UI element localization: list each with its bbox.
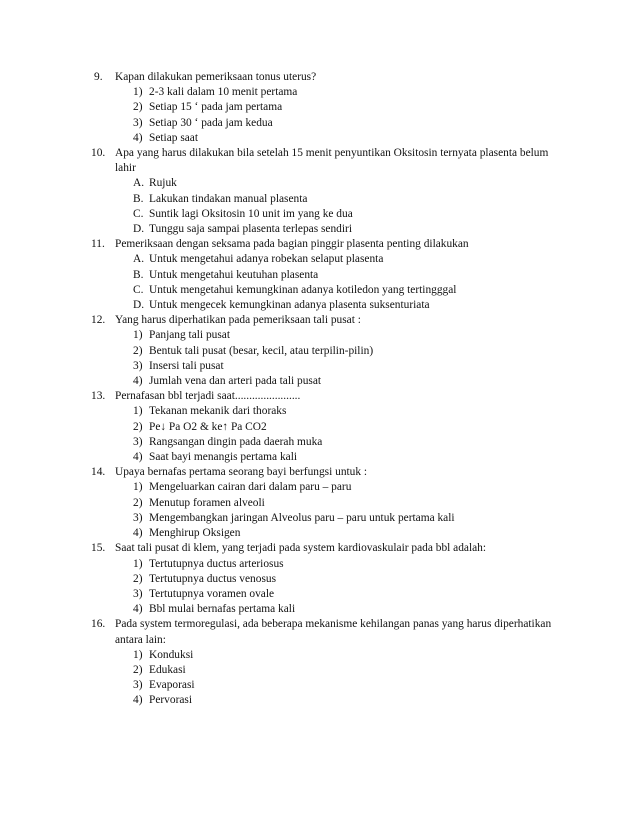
question-number: 12.: [91, 314, 106, 327]
option-text: 2-3 kali dalam 10 menit pertama: [149, 86, 298, 99]
option-label: 2): [133, 572, 143, 585]
option-label: A.: [133, 253, 145, 266]
option-label: 3): [133, 587, 143, 600]
question-text: Pemeriksaan dengan seksama pada bagian pinggir plasenta penting dilakukan: [115, 238, 469, 251]
option-text: Panjang tali pusat: [149, 329, 230, 342]
option-text: Bbl mulai bernafas pertama kali: [149, 603, 296, 616]
question-text: Yang harus diperhatikan pada pemeriksaan tali pusat :: [115, 314, 361, 327]
option: [133, 557, 638, 572]
option-text: Pe↓ Pa O2 & ke↑ Pa CO2: [149, 420, 267, 433]
option-text: Untuk mengetahui keutuhan plasenta: [149, 268, 319, 281]
option-label: 4): [133, 451, 143, 464]
option: [133, 587, 638, 602]
option: [133, 207, 638, 222]
option-text: Edukasi: [149, 663, 186, 676]
option-label: 1): [133, 557, 143, 570]
option-text: Menutup foramen alveoli: [149, 496, 265, 509]
option: [133, 693, 638, 708]
option-label: 3): [133, 511, 143, 524]
question-text: Kapan dilakukan pemeriksaan tonus uterus?: [115, 71, 317, 83]
option-label: 4): [133, 694, 143, 707]
option-label: 4): [133, 603, 143, 616]
question-14: [0, 465, 638, 541]
option-label: 1): [133, 329, 143, 342]
question-15: [0, 541, 638, 617]
option: [133, 572, 638, 587]
option-text: Tertutupnya ductus venosus: [149, 572, 277, 585]
question-number: 14.: [91, 466, 106, 479]
option-text: Untuk mengetahui adanya robekan selaput plasenta: [149, 253, 384, 266]
option-label: 4): [133, 131, 143, 144]
option: [133, 283, 638, 298]
option: [133, 435, 638, 450]
option-label: 4): [133, 527, 143, 540]
option: [133, 480, 638, 495]
option-text: Untuk mengetahui kemungkinan adanya kotiledon yang tertingggal: [149, 283, 457, 296]
question-9: [0, 70, 638, 146]
option-label: B.: [133, 268, 144, 281]
question-number: 13.: [91, 390, 106, 403]
option-label: 2): [133, 663, 143, 676]
option: [133, 192, 638, 207]
option-label: 2): [133, 496, 143, 509]
option: [133, 420, 638, 435]
option-text: Setiap 30 ‘ pada jam kedua: [149, 116, 273, 129]
option-text: Tertutupnya voramen ovale: [149, 587, 275, 600]
option-text: Mengembangkan jaringan Alveolus paru – paru untuk pertama kali: [149, 511, 455, 524]
question-number: 9.: [94, 71, 103, 83]
option-label: A.: [133, 177, 145, 190]
option-text: Untuk mengecek kemungkinan adanya plasenta suksenturiata: [149, 299, 430, 312]
option-text: Insersi tali pusat: [149, 359, 224, 372]
option: [133, 374, 638, 389]
option-text: Setiap 15 ‘ pada jam pertama: [149, 101, 283, 114]
option-text: Tunggu saja sampai plasenta terlepas sendiri: [149, 223, 352, 236]
question-text: Upaya bernafas pertama seorang bayi berfungsi untuk :: [115, 466, 368, 479]
option: [133, 328, 638, 343]
question-text: Pada system termoregulasi, ada beberapa mekanisme kehilangan panas yang harus diperhatikan antara lain:: [115, 618, 552, 646]
question-16: [0, 617, 638, 708]
option-text: Menghirup Oksigen: [149, 527, 241, 540]
option-label: 2): [133, 420, 143, 433]
option-label: 2): [133, 101, 143, 114]
question-number: 10.: [91, 147, 106, 160]
option-label: 2): [133, 344, 143, 357]
option-label: 3): [133, 435, 143, 448]
option-label: D.: [133, 299, 145, 312]
option-text: Tekanan mekanik dari thoraks: [149, 405, 287, 418]
option-text: Lakukan tindakan manual plasenta: [149, 192, 308, 205]
option: [133, 100, 638, 115]
question-10: [0, 146, 638, 237]
option: [133, 359, 638, 374]
option: [133, 85, 638, 100]
option: [133, 344, 638, 359]
option-label: C.: [133, 207, 144, 220]
option-text: Evaporasi: [149, 679, 195, 692]
option-text: Rujuk: [149, 177, 177, 190]
option: [133, 252, 638, 267]
question-number: 16.: [91, 618, 106, 631]
option-label: 1): [133, 481, 143, 494]
question-number: 11.: [91, 238, 105, 251]
option: [133, 116, 638, 131]
question-number: 15.: [91, 542, 106, 555]
question-text: Apa yang harus dilakukan bila setelah 15 menit penyuntikan Oksitosin ternyata plasenta belum lahir: [115, 147, 549, 175]
option-label: 3): [133, 359, 143, 372]
question-12: [0, 313, 638, 389]
option-label: 4): [133, 375, 143, 388]
option-label: 1): [133, 86, 143, 99]
option: [133, 526, 638, 541]
option: [133, 131, 638, 146]
option-text: Setiap saat: [149, 131, 199, 144]
option: [133, 496, 638, 511]
question-11: [0, 237, 638, 313]
option-label: 3): [133, 679, 143, 692]
option-text: Tertutupnya ductus arteriosus: [149, 557, 284, 570]
option-text: Rangsangan dingin pada daerah muka: [149, 435, 323, 448]
option: [133, 176, 638, 191]
option-label: C.: [133, 283, 144, 296]
option-text: Suntik lagi Oksitosin 10 unit im yang ke dua: [149, 207, 353, 220]
option-label: 1): [133, 648, 143, 661]
option-label: 1): [133, 405, 143, 418]
question-text: Saat tali pusat di klem, yang terjadi pada system kardiovaskulair pada bbl adalah:: [115, 542, 487, 555]
question-list: [0, 70, 638, 709]
option-text: Jumlah vena dan arteri pada tali pusat: [149, 375, 322, 388]
option-text: Bentuk tali pusat (besar, kecil, atau terpilin-pilin): [149, 344, 374, 357]
option: [133, 678, 638, 693]
option: [133, 663, 638, 678]
option: [133, 450, 638, 465]
option-text: Mengeluarkan cairan dari dalam paru – paru: [149, 481, 352, 494]
option: [133, 648, 638, 663]
option: [133, 404, 638, 419]
option: [133, 602, 638, 617]
option: [133, 222, 638, 237]
option: [133, 268, 638, 283]
question-13: [0, 389, 638, 465]
option-label: B.: [133, 192, 144, 205]
option-label: 3): [133, 116, 143, 129]
question-text: Pernafasan bbl terjadi saat.......................: [115, 390, 301, 403]
option-text: Pervorasi: [149, 694, 193, 707]
option: [133, 511, 638, 526]
option-label: D.: [133, 223, 145, 236]
option-text: Konduksi: [149, 648, 194, 661]
option: [133, 298, 638, 313]
option-text: Saat bayi menangis pertama kali: [149, 451, 298, 464]
